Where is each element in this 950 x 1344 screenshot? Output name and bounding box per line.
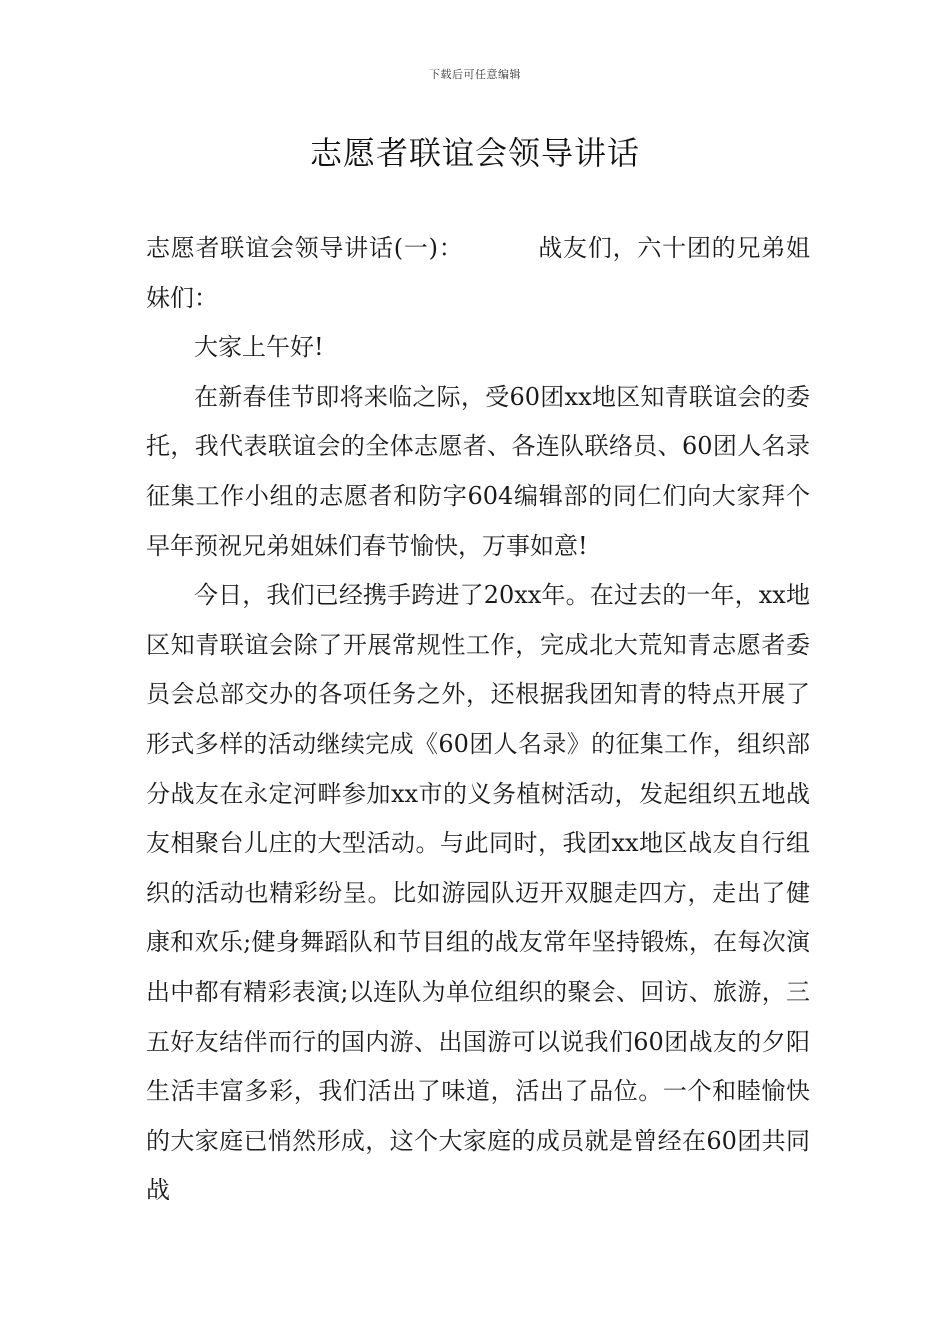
opening-salutation: 战友们，六十团的兄弟姐妹们： bbox=[146, 234, 810, 312]
paragraph-new-year-wishes: 在新春佳节即将来临之际，受60团xx地区知青联谊会的委托，我代表联谊会的全体志愿者、各连队联络员、60团人名录征集工作小组的志愿者和防字604编辑部的同仁们向大家拜个早年预祝兄弟姐妹们春节愉快，万事如意! bbox=[146, 382, 810, 560]
document-body bbox=[146, 224, 810, 1216]
opening-heading: 志愿者联谊会领导讲话(一)： bbox=[146, 234, 464, 262]
opening-paragraph bbox=[146, 224, 810, 323]
header-note: 下载后可任意编辑 bbox=[429, 68, 521, 81]
paragraph-year-review: 今日，我们已经携手跨进了20xx年。在过去的一年，xx地区知青联谊会除了开展常规性工作，完成北大荒知青志愿者委员会总部交办的各项任务之外，还根据我团知青的特点开展了形式多样的活动继续完成《60团人名录》的征集工作，组织部分战友在永定河畔参加xx市的义务植树活动，发起组织五地战友相聚台儿庄的大型活动。与此同时，我团xx地区战友自行组织的活动也精彩纷呈。比如游园队迈开双腿走四方，走出了健康和欢乐;健身舞蹈队和节目组的战友常年坚持锻炼，在每次演出中都有精彩表演;以连队为单位组织的聚会、回访、旅游，三五好友结伴而行的国内游、出国游可以说我们60团战友的夕阳生活丰富多彩，我们活出了味道，活出了品位。一个和睦愉快的大家庭已悄然形成，这个大家庭的成员就是曾经在60团共同战 bbox=[146, 581, 810, 1205]
document-title: 志愿者联谊会领导讲话 bbox=[309, 134, 640, 172]
paragraph-greeting: 大家上午好! bbox=[194, 333, 324, 362]
